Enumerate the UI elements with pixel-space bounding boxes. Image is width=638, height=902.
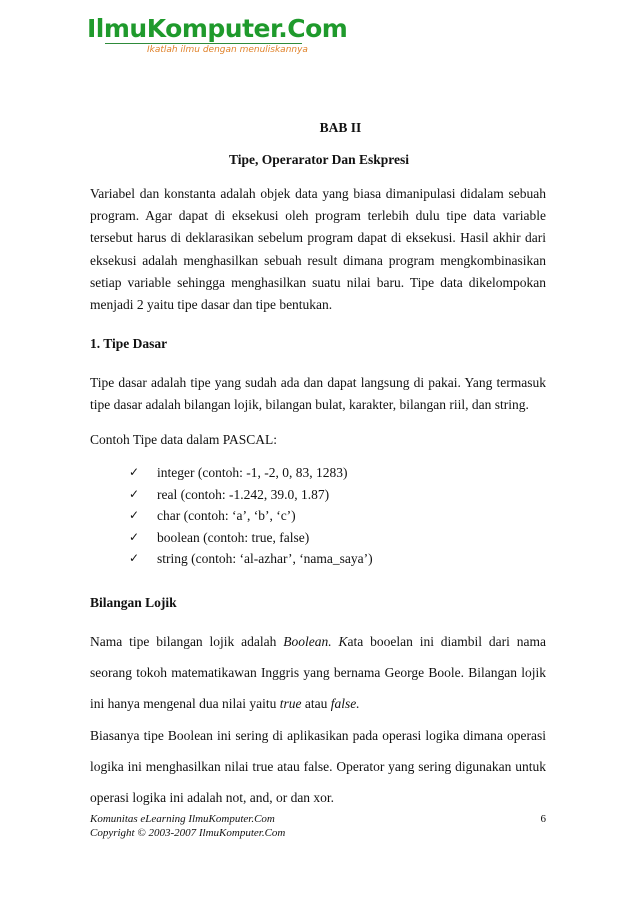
boolean-operator-paragraph: Biasanya tipe Boolean ini sering di aplikasikan pada operasi logika dimana operasi logika ini menghasilkan nilai true atau false. Operator yang sering digunakan untuk operasi logika ini adalah not, and, or dan xor. (90, 728, 546, 806)
list-item: ✓ char (contoh: ‘a’, ‘b’, ‘c’) (127, 505, 373, 527)
logo-underline (105, 43, 302, 44)
page-number: 6 (540, 813, 546, 825)
list-item: ✓ string (contoh: ‘al-azhar’, ‘nama_saya’) (127, 548, 373, 570)
logo-tagline: Ikatlah ilmu dengan menuliskannya (147, 45, 308, 55)
footer-community: Komunitas eLearning IlmuKomputer.Com (90, 813, 275, 825)
list-item: ✓ integer (contoh: -1, -2, 0, 83, 1283) (127, 462, 373, 484)
list-item: ✓ real (contoh: -1.242, 39.0, 1.87) (127, 484, 373, 506)
logo-wordmark (87, 14, 347, 44)
chapter-title: Tipe, Operarator Dan Eskpresi (228, 152, 409, 167)
bilangan-lojik-paragraph: Nama tipe bilangan lojik adalah Boolean. Kata booelan ini diambil dari nama seorang tokoh matematikawan Inggris yang bernama George Boole. Bilangan lojik ini hanya mengenal dua nilai yaitu true atau false. (90, 634, 546, 712)
pascal-type-list (127, 462, 373, 570)
checkmark-icon: ✓ (129, 529, 140, 544)
checkmark-icon: ✓ (129, 508, 140, 523)
tipe-dasar-paragraph: Tipe dasar adalah tipe yang sudah ada dan dapat langsung di pakai. Yang termasuk tipe dasar adalah bilangan lojik, bilangan bulat, karakter, bilangan riil, dan string. (90, 375, 546, 412)
example-intro: Contoh Tipe data dalam PASCAL: (90, 432, 278, 447)
section-heading-tipe-dasar: 1. Tipe Dasar (90, 336, 168, 351)
page-footer (90, 812, 546, 840)
checkmark-icon: ✓ (129, 551, 140, 566)
logo-wordmark-name: IlmuKomputer (87, 14, 279, 43)
chapter-label: BAB II (319, 120, 362, 135)
site-logo (87, 14, 348, 64)
logo-wordmark-domain: .Com (278, 14, 348, 43)
list-item: ✓ boolean (contoh: true, false) (127, 527, 373, 549)
checkmark-icon: ✓ (129, 465, 140, 479)
section-heading-bilangan-lojik: Bilangan Lojik (90, 595, 177, 610)
footer-copyright: Copyright © 2003-2007 IlmuKomputer.Com (90, 827, 286, 839)
intro-paragraph: Variabel dan konstanta adalah objek data yang biasa dimanipulasi didalam sebuah program. Agar dapat di eksekusi oleh program terlebih dulu tipe data variable tersebut harus di deklarasikan sebelum program dapat di eksekusi. Hasil akhir dari eksekusi adalah menghasilkan sebuah result dimana program mengkombinasikan setiap variable sehingga menghasilkan suatu nilai baru. Tipe data dikelompokan menjadi 2 yaitu tipe dasar dan tipe bentukan. (90, 186, 546, 313)
checkmark-icon: ✓ (129, 486, 140, 501)
